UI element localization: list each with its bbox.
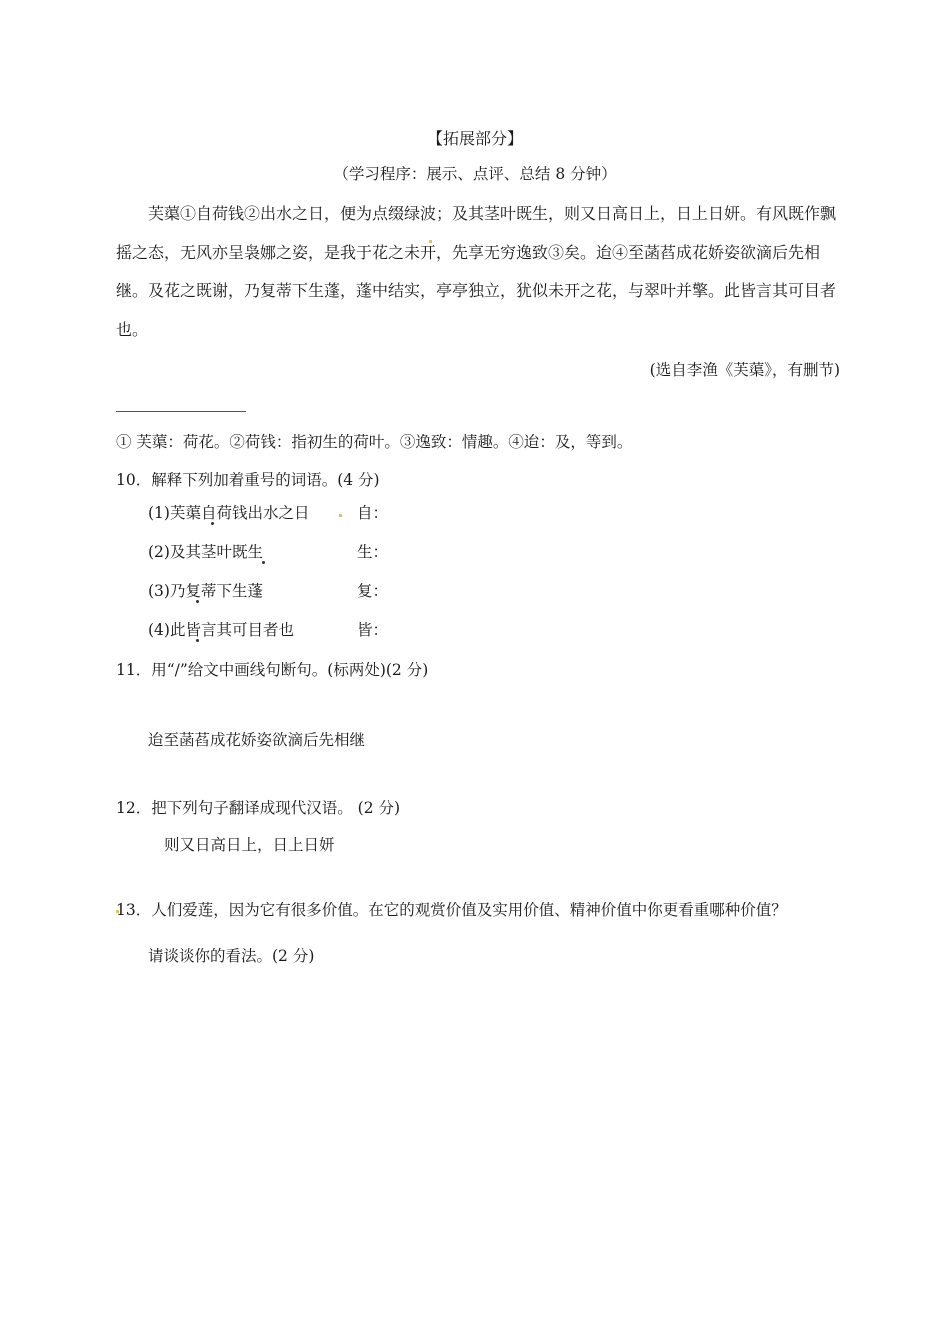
emphasis-dot bbox=[211, 522, 214, 525]
question-10-answer-4: 皆： bbox=[357, 621, 389, 639]
passage-source: (选自李渔《芙蕖》，有删节) bbox=[649, 361, 840, 379]
scan-speck bbox=[429, 240, 432, 243]
passage bbox=[116, 195, 841, 349]
question-11-sentence: 迨至菡萏成花娇姿欲滴后先相继 bbox=[148, 731, 366, 749]
section-title: 【拓展部分】 bbox=[426, 129, 523, 148]
question-13-continuation: 请谈谈你的看法。(2 分) bbox=[148, 947, 315, 965]
question-10-item-2: (2)及其茎叶既生 bbox=[148, 543, 263, 561]
question-12-stem: 12．把下列句子翻译成现代汉语。 (2 分) bbox=[116, 799, 401, 817]
program-note: （学习程序：展示、点评、总结 8 分钟） bbox=[333, 165, 617, 183]
footnotes: ① 芙蕖：荷花。②荷钱：指初生的荷叶。③逸致：情趣。④迨：及，等到。 bbox=[116, 433, 633, 451]
passage-text: 芙蕖①自荷钱②出水之日，便为点缀绿波；及其茎叶既生，则又日高日上，日上日妍。有风既作飘摇之态，无风亦呈袅娜之姿，是我于花之未开，先享无穷逸致③矣。迨④至菡萏成花娇姿欲滴后先相继。及花之既谢，乃复蒂下生蓬，蓬中结实，亭亭独立，犹似未开之花，与翠叶并擎。此皆言其可目者也。 bbox=[116, 204, 837, 339]
question-10-item-3: (3)乃复蒂下生蓬 bbox=[148, 582, 263, 600]
footnote-divider bbox=[116, 411, 246, 412]
emphasis-dot bbox=[196, 639, 199, 642]
question-10-answer-3: 复： bbox=[357, 582, 389, 600]
question-10-stem: 10．解释下列加着重号的词语。(4 分) bbox=[116, 471, 380, 489]
question-10-answer-2: 生： bbox=[357, 543, 389, 561]
question-12-sentence: 则又日高日上，日上日妍 bbox=[164, 836, 335, 854]
question-10-item-1: (1)芙蕖自荷钱出水之日 bbox=[148, 504, 310, 522]
emphasis-dot bbox=[196, 600, 199, 603]
scan-speck bbox=[339, 514, 342, 517]
question-10-item-4: (4)此皆言其可目者也 bbox=[148, 621, 294, 639]
question-11-stem: 11．用“/”给文中画线句断句。(标两处)(2 分) bbox=[116, 661, 429, 679]
question-13-stem: 13．人们爱莲，因为它有很多价值。在它的观赏价值及实用价值、精神价值中你更看重哪种价值？ bbox=[116, 901, 787, 919]
emphasis-dot bbox=[262, 561, 265, 564]
question-10-answer-1: 自： bbox=[357, 504, 389, 522]
